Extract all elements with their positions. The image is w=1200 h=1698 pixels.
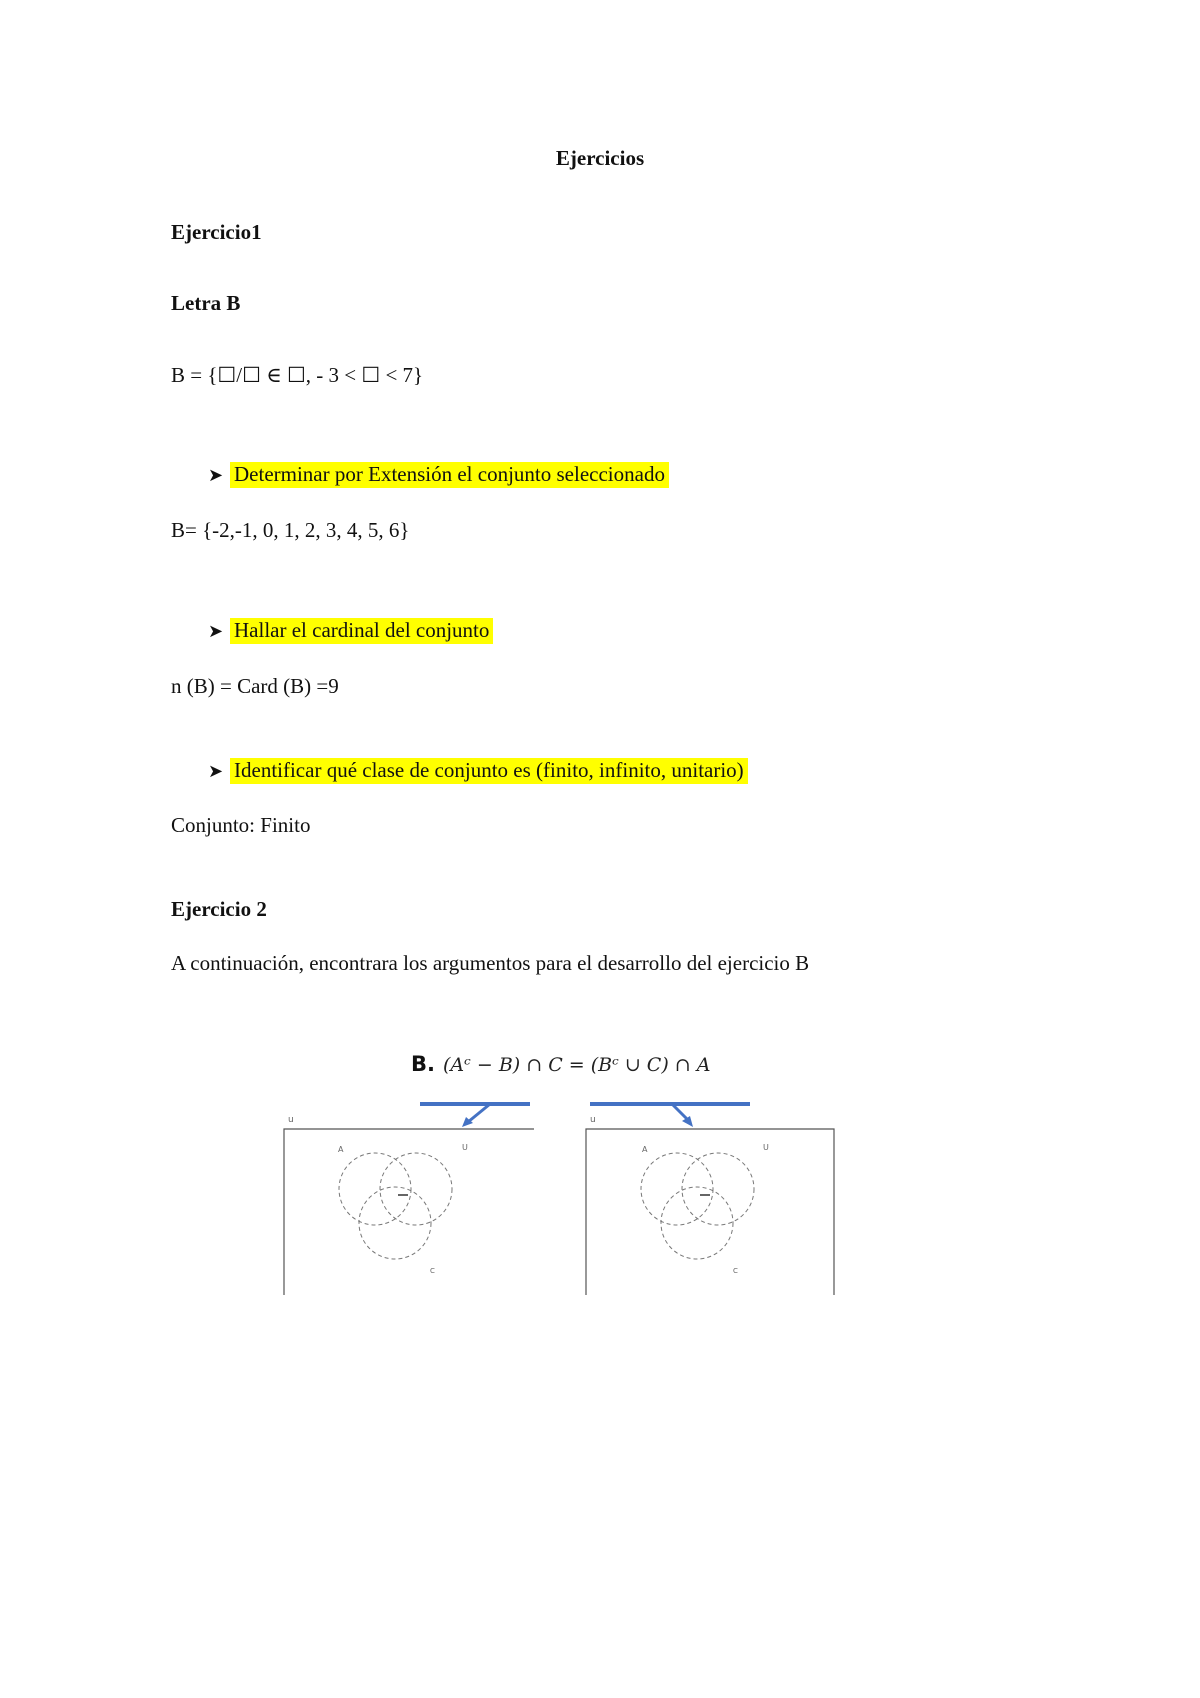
- task-item-3: [208, 756, 748, 786]
- universe-label-right: u: [590, 1115, 596, 1125]
- circle-c-left: [359, 1187, 431, 1259]
- circle-a-left: [339, 1153, 411, 1225]
- set-formula: [411, 1050, 710, 1079]
- task-answer-3: Conjunto: Finito: [171, 813, 311, 837]
- task-prompt-3: Identificar qué clase de conjunto es (finito, infinito, unitario): [230, 758, 748, 784]
- circle-u-right: [682, 1153, 754, 1225]
- task-answer-1: B= {-2,-1, 0, 1, 2, 3, 4, 5, 6}: [171, 518, 410, 542]
- label-u-right: U: [763, 1143, 769, 1152]
- exercise1-subheading: Letra B: [171, 291, 241, 315]
- arrow-bullet-icon: ➤: [208, 621, 224, 642]
- circle-a-right: [641, 1153, 713, 1225]
- circle-c-right: [661, 1187, 733, 1259]
- circle-u-left: [380, 1153, 452, 1225]
- exercise1-heading: Ejercicio1: [171, 220, 262, 244]
- task-item-1: [208, 460, 669, 490]
- set-definition: B = {☐/☐ ∈ ☐, - 3 < ☐ < 7}: [171, 363, 424, 387]
- label-a-right: A: [642, 1145, 648, 1154]
- formula-label: B.: [411, 1052, 435, 1076]
- venn-diagram-left: [284, 1104, 534, 1295]
- label-c-left: C: [430, 1267, 435, 1275]
- arrow-bullet-icon: ➤: [208, 465, 224, 486]
- task-prompt-1: Determinar por Extensión el conjunto seleccionado: [230, 462, 669, 488]
- venn-diagrams: [280, 1095, 840, 1295]
- label-a-left: A: [338, 1145, 344, 1154]
- exercise2-heading: Ejercicio 2: [171, 897, 267, 921]
- venn-diagram-right: [586, 1104, 834, 1295]
- task-item-2: [208, 616, 493, 646]
- label-u-left: U: [462, 1143, 468, 1152]
- task-prompt-2: Hallar el cardinal del conjunto: [230, 618, 493, 644]
- exercise2-intro: A continuación, encontrara los argumentos para el desarrollo del ejercicio B: [171, 951, 810, 975]
- universe-label-left: u: [288, 1115, 294, 1125]
- task-answer-2: n (B) = Card (B) =9: [171, 674, 339, 698]
- document-title: Ejercicios: [555, 146, 645, 170]
- blue-arrow-right: [672, 1104, 688, 1120]
- label-c-right: C: [733, 1267, 738, 1275]
- formula-expression: (Aᶜ − B) ∩ C = (Bᶜ ∪ C) ∩ A: [442, 1054, 711, 1076]
- blue-arrow-left: [468, 1104, 490, 1122]
- arrow-bullet-icon: ➤: [208, 761, 224, 782]
